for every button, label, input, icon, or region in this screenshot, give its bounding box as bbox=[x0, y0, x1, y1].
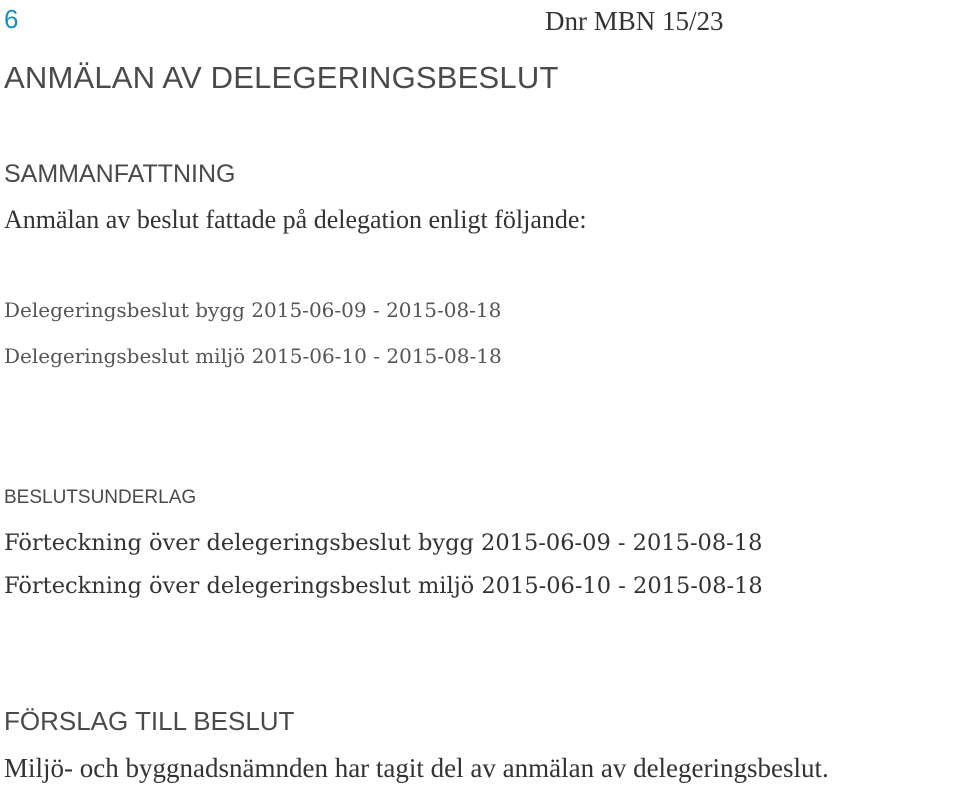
beslutsunderlag-heading: BESLUTSUNDERLAG bbox=[4, 487, 197, 508]
underlag-list-item: Förteckning över delegeringsbeslut bygg 2015-06-09 - 2015-08-18 bbox=[4, 530, 763, 556]
summary-list-item: Delegeringsbeslut bygg 2015-06-09 - 2015-08-18 bbox=[4, 298, 502, 322]
summary-intro: Anmälan av beslut fattade på delegation enligt följande: bbox=[4, 205, 587, 234]
proposal-text: Miljö- och byggnadsnämnden har tagit del av anmälan av delegeringsbeslut. bbox=[4, 753, 829, 783]
summary-list-item: Delegeringsbeslut miljö 2015-06-10 - 2015-08-18 bbox=[4, 344, 502, 368]
document-title: ANMÄLAN AV DELEGERINGSBESLUT bbox=[4, 60, 559, 95]
page-number: 6 bbox=[4, 4, 19, 34]
sammanfattning-heading: SAMMANFATTNING bbox=[4, 160, 236, 188]
underlag-list-item: Förteckning över delegeringsbeslut miljö 2015-06-10 - 2015-08-18 bbox=[4, 573, 763, 599]
diary-number: Dnr MBN 15/23 bbox=[545, 6, 724, 36]
forslag-heading: FÖRSLAG TILL BESLUT bbox=[4, 706, 295, 736]
